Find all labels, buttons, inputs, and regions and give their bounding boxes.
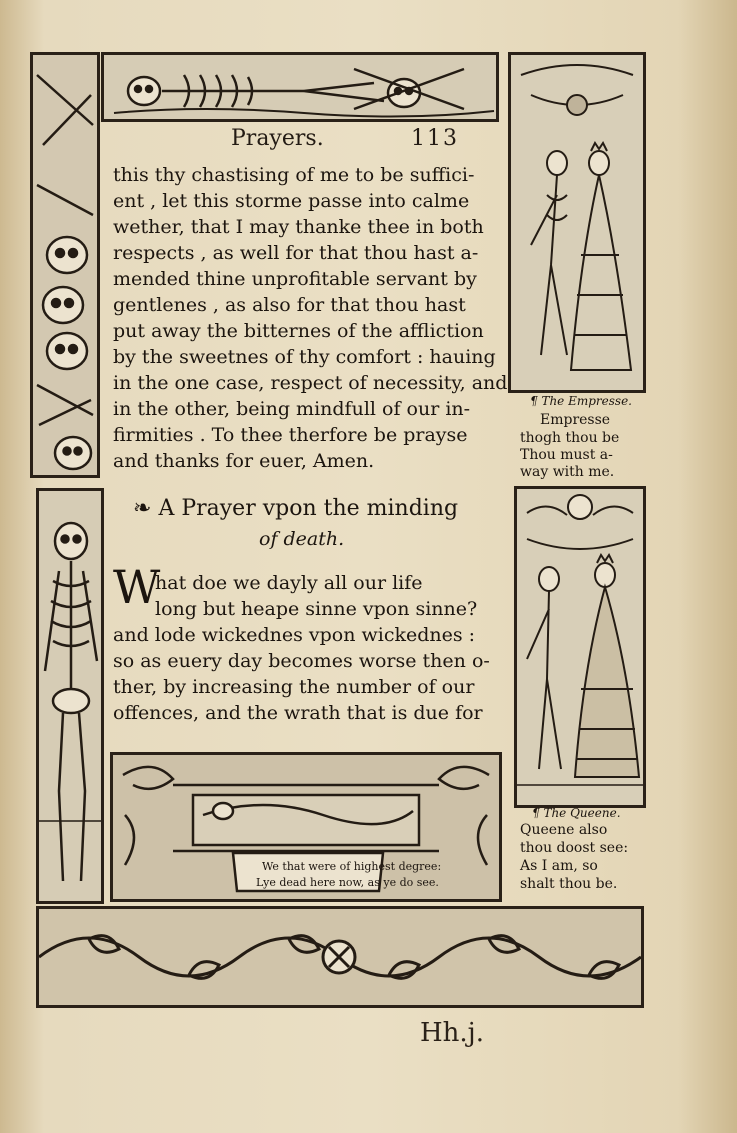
queen-caption-line: As I am, so (520, 858, 598, 874)
woodcut-top-skeleton (101, 52, 499, 122)
empress-caption (512, 392, 638, 482)
body-line: this thy chastising of me to be suffici- (113, 164, 475, 186)
body-line: respects , as well for that thou hast a- (113, 242, 479, 264)
text-block (103, 120, 508, 748)
body-line: and thanks for euer, Amen. (113, 450, 375, 472)
empress-caption-line: Thou must a- (520, 447, 613, 463)
empress-caption-line: Empresse (540, 412, 611, 428)
woodcut-left-standing-skeleton (36, 488, 104, 904)
queen-caption-line: shalt thou be. (520, 876, 618, 892)
signature-mark: Hh.j. (420, 1018, 485, 1048)
empress-caption-line: thogh thou be (520, 430, 620, 446)
prayer-line: ther, by increasing the number of our (113, 676, 475, 698)
body-line: by the sweetnes of thy comfort : hauing (113, 346, 496, 368)
queen-caption-title: ¶ The Queene. (532, 806, 621, 820)
drop-cap: W (113, 560, 161, 614)
page-header (103, 126, 501, 156)
fleuron-icon: ❧ (133, 496, 152, 521)
running-head: Prayers. (231, 126, 324, 151)
queen-caption-line: thou doost see: (520, 840, 629, 856)
prayer-line: hat doe we dayly all our life (155, 572, 423, 594)
body-line: gentlenes , as also for that thou hast (113, 294, 466, 316)
empress-caption-line: way with me. (520, 464, 615, 480)
section-heading (133, 496, 458, 521)
body-line: in the one case, respect of necessity, and (113, 372, 508, 394)
body-line: wether, that I may thanke thee in both (113, 216, 484, 238)
body-line: ent , let this storme passe into calme (113, 190, 470, 212)
page-number: 113 (411, 126, 459, 151)
scroll-inscription-line: We that were of highest degree: (262, 860, 442, 873)
queen-caption-line: Queene also (520, 822, 608, 838)
prayer-line: offences, and the wrath that is due for (113, 702, 483, 724)
empress-caption-title: ¶ The Empresse. (530, 394, 632, 408)
prayer-line: so as euery day becomes worse then o- (113, 650, 490, 672)
queen-caption (512, 804, 640, 896)
woodcut-empress (508, 52, 646, 393)
body-line: mended thine unprofitable servant by (113, 268, 477, 290)
woodcut-left-skulls (30, 52, 100, 478)
body-line: in the other, being mindfull of our in- (113, 398, 471, 420)
body-line: put away the bitternes of the affliction (113, 320, 484, 342)
section-heading-line1: A Prayer vpon the minding (158, 496, 459, 521)
prayer-line: and lode wickednes vpon wickednes : (113, 624, 476, 646)
woodcut-floral-band (36, 906, 644, 1008)
prayer-line: long but heape sinne vpon sinne? (155, 598, 478, 620)
section-heading-line2: of death. (259, 528, 345, 550)
scroll-inscription-line: Lye dead here now, as ye do see. (256, 876, 439, 889)
woodcut-queen (514, 486, 646, 808)
body-line: firmities . To thee therfore be prayse (113, 424, 468, 446)
